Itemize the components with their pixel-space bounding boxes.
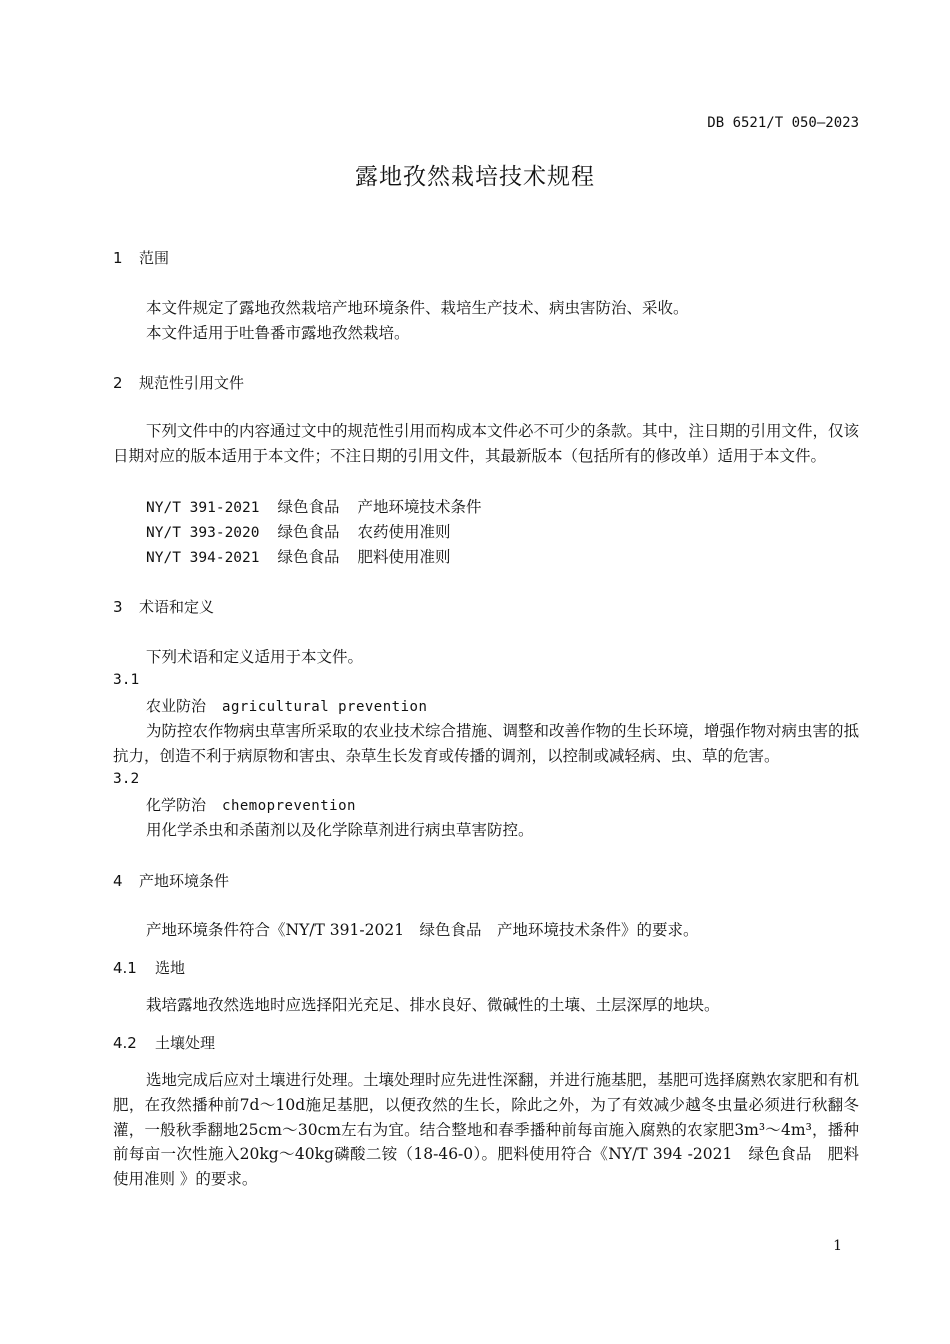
subsection-number: 4.1 — [113, 959, 137, 977]
subsection-4-2-paragraph: 选地完成后应对土壤进行处理。土壤处理时应先进性深翻，并进行施基肥，基肥可选择腐熟农家肥和有机肥，在孜然播种前7d～10d施足基肥，以便孜然的生长，除此之外，为了有效减少越冬虫量必须进行秋翻冬灌，一般秋季翻地25cm～30cm左右为宜。结合整地和春季播种前每亩施入腐熟的农家肥3m³～4m³，播种前每亩一次性施入20kg～40kg磷酸二铵（18-46-0）。肥料使用符合《NY/T 394 -2021 绿色食品 肥料使用准则 》的要求。 — [113, 1071, 860, 1189]
section-title: 范围 — [139, 249, 170, 267]
subsection-title: 选地 — [155, 959, 186, 977]
section-title: 产地环境条件 — [139, 872, 230, 890]
reference-name: 农药使用准则 — [357, 523, 451, 541]
subsection-4-1-paragraph: 栽培露地孜然选地时应选择阳光充足、排水良好、微碱性的土壤、土层深厚的地块。 — [146, 996, 720, 1014]
reference-item — [146, 495, 482, 517]
term-heading — [146, 695, 427, 716]
section-number: 2 — [113, 374, 123, 392]
reference-category: 绿色食品 — [277, 498, 340, 516]
term-english: agricultural prevention — [222, 699, 428, 715]
reference-code: NY/T 393-2020 — [146, 525, 260, 541]
subsection-4-1-heading — [113, 957, 185, 978]
section-2-heading — [113, 372, 244, 393]
section-title: 规范性引用文件 — [139, 374, 245, 392]
term-english: chemoprevention — [222, 798, 356, 814]
reference-item — [146, 545, 451, 567]
section-4-paragraph: 产地环境条件符合《NY/T 391-2021 绿色食品 产地环境技术条件》的要求。 — [146, 921, 699, 939]
reference-name: 产地环境技术条件 — [357, 498, 482, 516]
reference-name: 肥料使用准则 — [357, 548, 451, 566]
section-4-heading — [113, 870, 229, 891]
term-heading — [146, 794, 356, 815]
term-chinese: 农业防治 — [146, 697, 207, 715]
subsection-title: 土壤处理 — [155, 1034, 216, 1052]
section-1-paragraph-1: 本文件规定了露地孜然栽培产地环境条件、栽培生产技术、病虫害防治、采收。 — [146, 299, 689, 317]
term-number: 3.2 — [113, 771, 140, 787]
reference-item — [146, 520, 451, 542]
term-chinese: 化学防治 — [146, 796, 207, 814]
subsection-4-2-heading — [113, 1032, 215, 1053]
section-number: 3 — [113, 598, 123, 616]
term-definition: 为防控农作物病虫草害所采取的农业技术综合措施、调整和改善作物的生长环境，增强作物对病虫害的抵抗力，创造不利于病原物和害虫、杂草生长发育或传播的调剂，以控制或减轻病、虫、草的危害。 — [113, 722, 860, 765]
section-1-paragraph-2: 本文件适用于吐鲁番市露地孜然栽培。 — [146, 324, 410, 342]
reference-code: NY/T 391-2021 — [146, 500, 260, 516]
section-number: 1 — [113, 249, 123, 267]
document-title: 露地孜然栽培技术规程 — [355, 164, 595, 190]
reference-category: 绿色食品 — [277, 523, 340, 541]
subsection-number: 4.2 — [113, 1034, 137, 1052]
section-number: 4 — [113, 872, 123, 890]
term-number: 3.1 — [113, 672, 140, 688]
section-3-paragraph: 下列术语和定义适用于本文件。 — [146, 648, 364, 666]
section-title: 术语和定义 — [139, 598, 215, 616]
section-2-paragraph: 下列文件中的内容通过文中的规范性引用而构成本文件必不可少的条款。其中，注日期的引用文件，仅该日期对应的版本适用于本文件；不注日期的引用文件，其最新版本（包括所有的修改单）适用于本文件。 — [113, 422, 860, 465]
document-number: DB 6521/T 050—2023 — [707, 115, 859, 131]
term-definition: 用化学杀虫和杀菌剂以及化学除草剂进行病虫草害防控。 — [146, 821, 534, 839]
reference-category: 绿色食品 — [277, 548, 340, 566]
section-3-heading — [113, 596, 214, 617]
page-number: 1 — [833, 1238, 842, 1254]
section-1-heading — [113, 247, 169, 268]
reference-code: NY/T 394-2021 — [146, 550, 260, 566]
